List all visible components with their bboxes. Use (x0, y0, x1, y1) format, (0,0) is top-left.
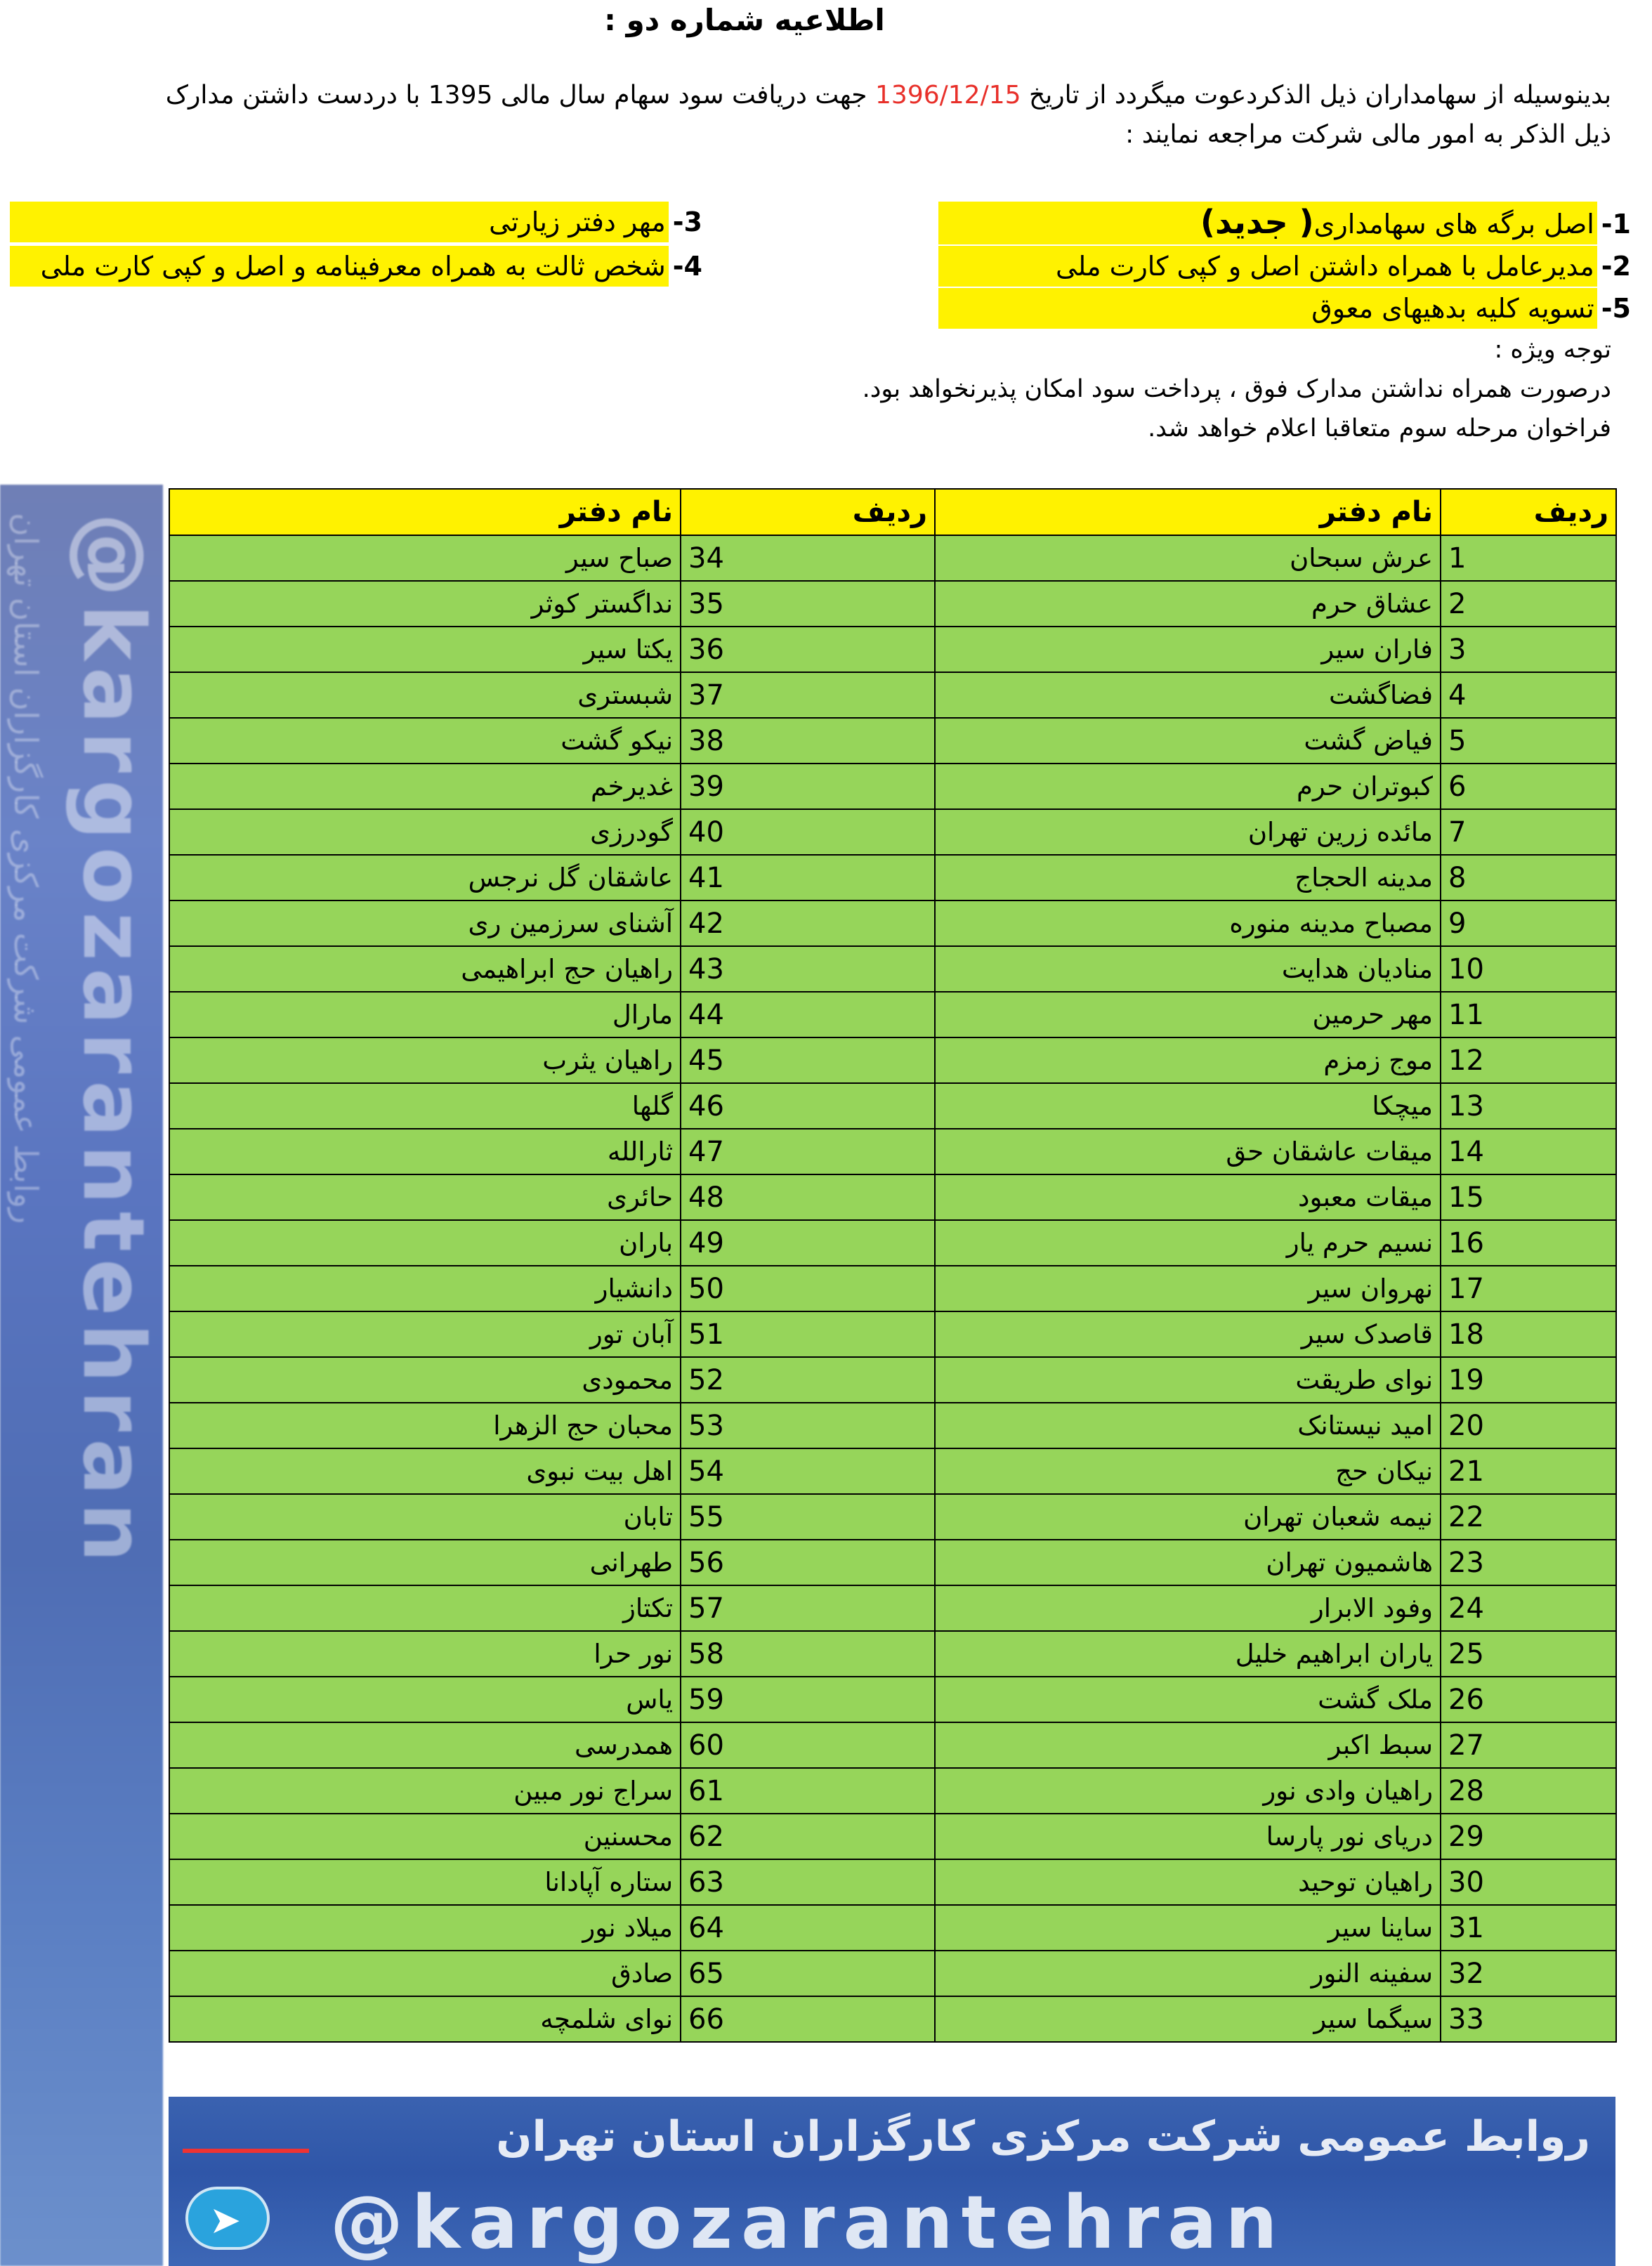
row-number-cell: 1 (1441, 535, 1616, 581)
office-name-cell: نسیم حرم یار (935, 1220, 1441, 1266)
table-row (169, 1220, 1616, 1266)
banner-handle: @kargozarantehran (330, 2180, 1286, 2265)
table-row (169, 1677, 1616, 1722)
header-row-number-2: ردیف (681, 489, 935, 535)
row-number-cell: 19 (1441, 1357, 1616, 1403)
office-name-cell: طهرانی (169, 1540, 681, 1585)
offices-table (169, 488, 1617, 2043)
row-number-cell: 15 (1441, 1174, 1616, 1220)
row-number-cell: 40 (681, 809, 935, 855)
requirement-3: 3-مهر دفتر زیارتی (10, 202, 702, 242)
office-name-cell: راهیان توحید (935, 1859, 1441, 1905)
row-number-cell: 30 (1441, 1859, 1616, 1905)
office-name-cell: نیمه شعبان تهران (935, 1494, 1441, 1540)
office-name-cell: دریای نور پارسا (935, 1814, 1441, 1859)
logo-mark (183, 2130, 309, 2153)
office-name-cell: قاصدک سیر (935, 1311, 1441, 1357)
table-row (169, 992, 1616, 1037)
row-number-cell: 24 (1441, 1585, 1616, 1631)
row-number-cell: 14 (1441, 1129, 1616, 1174)
row-number-cell: 25 (1441, 1631, 1616, 1677)
row-number-cell: 64 (681, 1905, 935, 1951)
row-number-cell: 23 (1441, 1540, 1616, 1585)
office-name-cell: ساینا سیر (935, 1905, 1441, 1951)
table-row (169, 1768, 1616, 1814)
office-name-cell: نداگستر کوثر (169, 581, 681, 627)
row-number-cell: 47 (681, 1129, 935, 1174)
watermark-banner (169, 2097, 1615, 2266)
table-row (169, 1311, 1616, 1357)
row-number-cell: 11 (1441, 992, 1616, 1037)
office-name-cell: مهر حرمین (935, 992, 1441, 1037)
table-row (169, 946, 1616, 992)
table-header-row (169, 489, 1616, 535)
table-row (169, 1722, 1616, 1768)
table-row (169, 1859, 1616, 1905)
table-row (169, 1631, 1616, 1677)
row-number-cell: 20 (1441, 1403, 1616, 1448)
table-row (169, 1357, 1616, 1403)
row-number-cell: 54 (681, 1448, 935, 1494)
intro-text-post: جهت دریافت سود سهام سال مالی 1395 با دردست داشتن مدارک (165, 81, 867, 110)
row-number-cell: 4 (1441, 672, 1616, 718)
table-row (169, 672, 1616, 718)
row-number-cell: 66 (681, 1996, 935, 2042)
row-number-cell: 36 (681, 627, 935, 672)
row-number-cell: 34 (681, 535, 935, 581)
table-row (169, 1266, 1616, 1311)
row-number-cell: 44 (681, 992, 935, 1037)
office-name-cell: سراج نور مبین (169, 1768, 681, 1814)
office-name-cell: راهیان حج ابراهیمی (169, 946, 681, 992)
row-number-cell: 39 (681, 764, 935, 809)
requirement-2: 2-مدیرعامل با همراه داشتن اصل و کپی کارت ملی (938, 246, 1631, 287)
row-number-cell: 32 (1441, 1951, 1616, 1996)
row-number-cell: 10 (1441, 946, 1616, 992)
table-row (169, 900, 1616, 946)
row-number-cell: 18 (1441, 1311, 1616, 1357)
table-row (169, 855, 1616, 900)
row-number-cell: 60 (681, 1722, 935, 1768)
row-number-cell: 59 (681, 1677, 935, 1722)
row-number-cell: 50 (681, 1266, 935, 1311)
row-number-cell: 38 (681, 718, 935, 764)
office-name-cell: محبان حج الزهرا (169, 1403, 681, 1448)
intro-line-2: ذیل الذکر به امور مالی شرکت مراجعه نمایند : (1125, 120, 1611, 149)
row-number-cell: 26 (1441, 1677, 1616, 1722)
office-name-cell: محمودی (169, 1357, 681, 1403)
table-row (169, 1037, 1616, 1083)
row-number-cell: 58 (681, 1631, 935, 1677)
intro-line-1 (10, 76, 1611, 115)
row-number-cell: 9 (1441, 900, 1616, 946)
row-number-cell: 62 (681, 1814, 935, 1859)
row-number-cell: 61 (681, 1768, 935, 1814)
requirement-5: 5-تسویه کلیه بدهیهای معوق (938, 288, 1631, 329)
row-number-cell: 51 (681, 1311, 935, 1357)
row-number-cell: 5 (1441, 718, 1616, 764)
requirement-1-new: ( جدید) (1200, 203, 1314, 241)
banner-text: روابط عمومی شرکت مرکزی کارگزاران استان تهران (496, 2112, 1590, 2161)
row-number-cell: 13 (1441, 1083, 1616, 1129)
row-number-cell: 16 (1441, 1220, 1616, 1266)
table-row (169, 718, 1616, 764)
office-name-cell: ثارالله (169, 1129, 681, 1174)
table-row (169, 627, 1616, 672)
office-name-cell: یکتا سیر (169, 627, 681, 672)
row-number-cell: 49 (681, 1220, 935, 1266)
note-line-2: فراخوان مرحله سوم متعاقبا اعلام خواهد شد. (1148, 414, 1611, 443)
office-name-cell: آبان تور (169, 1311, 681, 1357)
watermark-sidebar (0, 485, 163, 2266)
table-row (169, 1996, 1616, 2042)
office-name-cell: باران (169, 1220, 681, 1266)
table-row (169, 535, 1616, 581)
row-number-cell: 55 (681, 1494, 935, 1540)
office-name-cell: آشنای سرزمین ری (169, 900, 681, 946)
office-name-cell: فاران سیر (935, 627, 1441, 672)
intro-text-pre: بدینوسیله از سهامداران ذیل الذکردعوت میگردد از تاریخ (1028, 81, 1611, 110)
requirement-1-text: اصل برگه های سهامداری (1313, 209, 1594, 240)
table-row (169, 1585, 1616, 1631)
office-name-cell: مدینه الحجاج (935, 855, 1441, 900)
office-name-cell: نوای طریقت (935, 1357, 1441, 1403)
office-name-cell: راهیان یثرب (169, 1037, 681, 1083)
requirement-2-text: مدیرعامل با همراه داشتن اصل و کپی کارت ملی (938, 246, 1597, 287)
table-row (169, 809, 1616, 855)
office-name-cell: عاشقان گل نرجس (169, 855, 681, 900)
office-name-cell: میچکا (935, 1083, 1441, 1129)
office-name-cell: عشاق حرم (935, 581, 1441, 627)
row-number-cell: 41 (681, 855, 935, 900)
row-number-cell: 33 (1441, 1996, 1616, 2042)
office-name-cell: سیگما سیر (935, 1996, 1441, 2042)
row-number-cell: 37 (681, 672, 935, 718)
office-name-cell: فیاض گشت (935, 718, 1441, 764)
office-name-cell: دانشیار (169, 1266, 681, 1311)
office-name-cell: محسنین (169, 1814, 681, 1859)
table-row (169, 1905, 1616, 1951)
table-row (169, 581, 1616, 627)
intro-date: 1396/12/15 (875, 81, 1021, 110)
office-name-cell: راهیان وادی نور (935, 1768, 1441, 1814)
office-name-cell: میقات معبود (935, 1174, 1441, 1220)
office-name-cell: امید نیستانک (935, 1403, 1441, 1448)
row-number-cell: 29 (1441, 1814, 1616, 1859)
office-name-cell: صباح سیر (169, 535, 681, 581)
office-name-cell: مصباح مدینه منوره (935, 900, 1441, 946)
office-name-cell: اهل بیت نبوی (169, 1448, 681, 1494)
requirement-3-text: مهر دفتر زیارتی (10, 202, 669, 242)
table-row (169, 1540, 1616, 1585)
row-number-cell: 22 (1441, 1494, 1616, 1540)
row-number-cell: 57 (681, 1585, 935, 1631)
office-name-cell: نیکان حج (935, 1448, 1441, 1494)
office-name-cell: یاران ابراهیم خلیل (935, 1631, 1441, 1677)
sidebar-watermark-handle: @kargozarantehran (64, 513, 162, 1570)
office-name-cell: همدرسی (169, 1722, 681, 1768)
note-line-1: درصورت همراه نداشتن مدارک فوق ، پرداخت سود امکان پذیرنخواهد بود. (862, 375, 1611, 403)
requirement-5-text: تسویه کلیه بدهیهای معوق (938, 288, 1597, 329)
row-number-cell: 52 (681, 1357, 935, 1403)
header-office-name-2: نام دفتر (169, 489, 681, 535)
office-name-cell: تابان (169, 1494, 681, 1540)
office-name-cell: گلها (169, 1083, 681, 1129)
office-name-cell: مائده زرین تهران (935, 809, 1441, 855)
intro-paragraph (10, 76, 1611, 155)
office-name-cell: سبط اکبر (935, 1722, 1441, 1768)
row-number-cell: 6 (1441, 764, 1616, 809)
row-number-cell: 7 (1441, 809, 1616, 855)
row-number-cell: 46 (681, 1083, 935, 1129)
telegram-icon: ➤ (185, 2187, 270, 2250)
row-number-cell: 35 (681, 581, 935, 627)
row-number-cell: 8 (1441, 855, 1616, 900)
row-number-cell: 53 (681, 1403, 935, 1448)
table-row (169, 1083, 1616, 1129)
row-number-cell: 45 (681, 1037, 935, 1083)
office-name-cell: میقات عاشقان حق (935, 1129, 1441, 1174)
table-row (169, 1448, 1616, 1494)
office-name-cell: مارال (169, 992, 681, 1037)
office-name-cell: میلاد نور (169, 1905, 681, 1951)
office-name-cell: هاشمیون تهران (935, 1540, 1441, 1585)
row-number-cell: 27 (1441, 1722, 1616, 1768)
special-note (863, 330, 1611, 448)
office-name-cell: موج زمزم (935, 1037, 1441, 1083)
office-name-cell: وفود الابرار (935, 1585, 1441, 1631)
office-name-cell: کبوتران حرم (935, 764, 1441, 809)
table-row (169, 1494, 1616, 1540)
row-number-cell: 43 (681, 946, 935, 992)
office-name-cell: صادق (169, 1951, 681, 1996)
row-number-cell: 2 (1441, 581, 1616, 627)
table-row (169, 764, 1616, 809)
office-name-cell: فضاگشت (935, 672, 1441, 718)
row-number-cell: 21 (1441, 1448, 1616, 1494)
row-number-cell: 17 (1441, 1266, 1616, 1311)
row-number-cell: 65 (681, 1951, 935, 1996)
office-name-cell: نوای شلمچه (169, 1996, 681, 2042)
requirement-4: 4-شخص ثالت به همراه معرفینامه و اصل و کپی کارت ملی (10, 246, 702, 287)
requirement-4-text: شخص ثالت به همراه معرفینامه و اصل و کپی کارت ملی (10, 246, 669, 287)
table-row (169, 1951, 1616, 1996)
row-number-cell: 63 (681, 1859, 935, 1905)
office-name-cell: نور حرا (169, 1631, 681, 1677)
office-name-cell: تکتاز (169, 1585, 681, 1631)
sidebar-watermark-text: روابط عمومی شرکت مرکزی کارگزاران استان تهران (7, 513, 45, 1224)
table-row (169, 1403, 1616, 1448)
office-name-cell: عرش سبحان (935, 535, 1441, 581)
office-name-cell: نیکو گشت (169, 718, 681, 764)
office-name-cell: سفینه النور (935, 1951, 1441, 1996)
row-number-cell: 56 (681, 1540, 935, 1585)
row-number-cell: 3 (1441, 627, 1616, 672)
row-number-cell: 28 (1441, 1768, 1616, 1814)
note-heading: توجه ویژه : (1494, 336, 1611, 364)
header-row-number-1: ردیف (1441, 489, 1616, 535)
office-name-cell: حائری (169, 1174, 681, 1220)
office-name-cell: یاس (169, 1677, 681, 1722)
office-name-cell: غدیرخم (169, 764, 681, 809)
office-name-cell: ملک گشت (935, 1677, 1441, 1722)
office-name-cell: ستاره آپادانا (169, 1859, 681, 1905)
table-row (169, 1129, 1616, 1174)
row-number-cell: 42 (681, 900, 935, 946)
page-title: اطلاعیه شماره دو : (604, 3, 885, 37)
table-row (169, 1174, 1616, 1220)
office-name-cell: منادیان هدایت (935, 946, 1441, 992)
office-name-cell: نهروان سیر (935, 1266, 1441, 1311)
row-number-cell: 31 (1441, 1905, 1616, 1951)
header-office-name-1: نام دفتر (935, 489, 1441, 535)
office-name-cell: شبستری (169, 672, 681, 718)
table-row (169, 1814, 1616, 1859)
row-number-cell: 48 (681, 1174, 935, 1220)
requirement-1: 1-اصل برگه های سهامداری( جدید) (938, 202, 1631, 242)
office-name-cell: گودرزی (169, 809, 681, 855)
row-number-cell: 12 (1441, 1037, 1616, 1083)
